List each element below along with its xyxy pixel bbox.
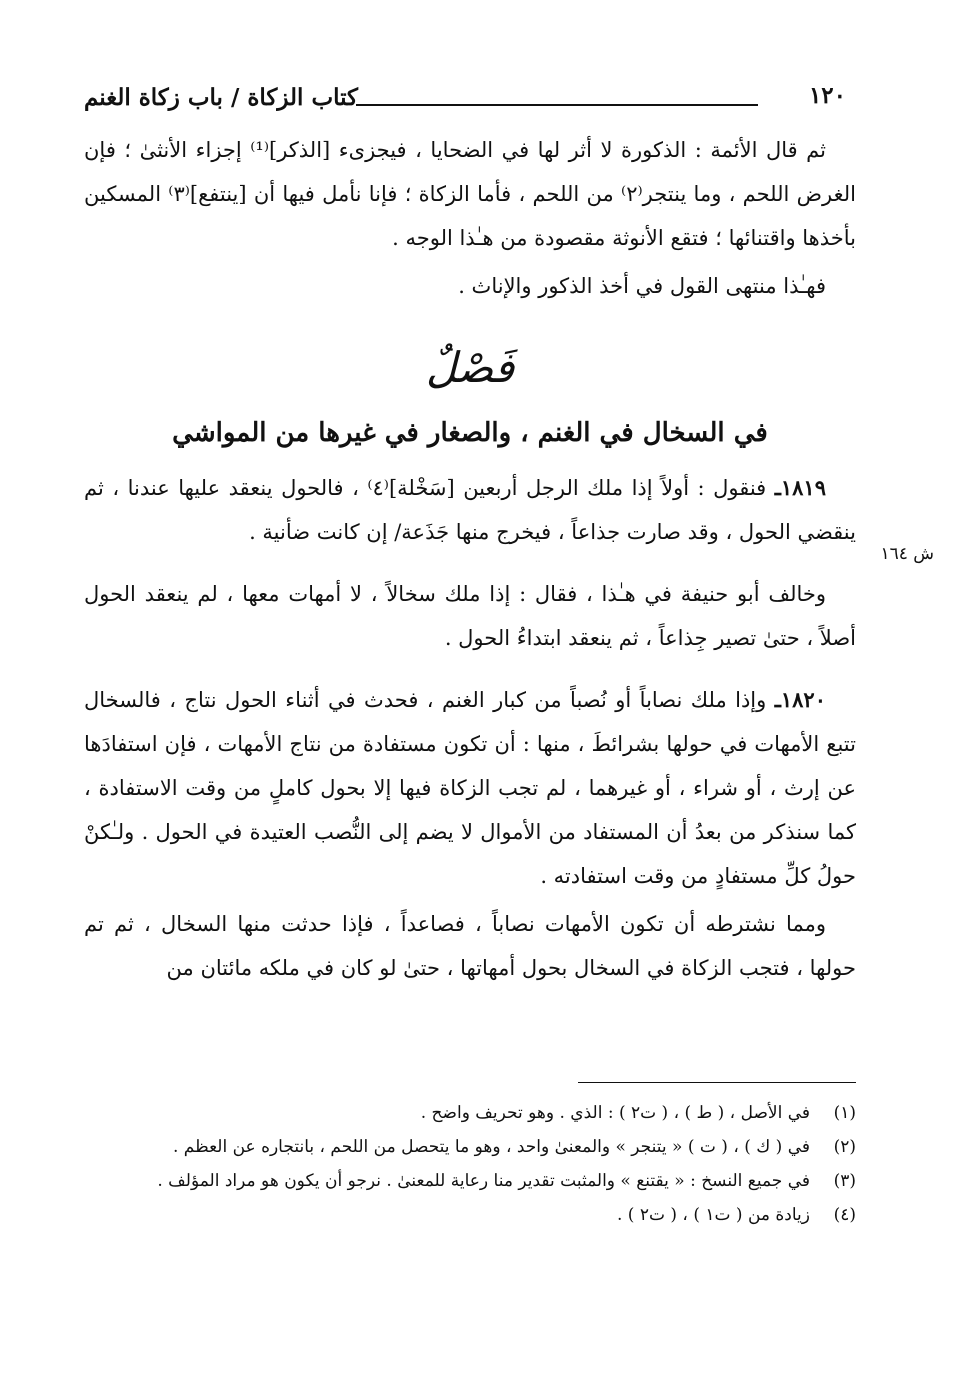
section-ornament: فَصْلٌ	[425, 343, 515, 392]
footnotes	[84, 1096, 856, 1232]
footnote-text: زيادة من ( ت١ ) ، ( ت٢ ) .	[617, 1205, 810, 1225]
footnote	[84, 1130, 856, 1164]
header-rule	[356, 104, 758, 106]
paragraph-text: وإذا ملك نصاباً أو نُصباً من كبار الغنم ، فحدث في أثناء الحول نتاج ، فالسخال تتبع الأمهات في حولها بشرائطَ ، منها : أن تكون مستفادة من نتاج الأمهات ، فإن استفادَها عن إرث ، أو شراء ، أو غيرهما ، لم تجب الزكاة فيها إلا بحول كاملٍ من وقت الاستفادة ، كما سنذكر من بعدُ أن المستفاد من الأموال لا يضم إلى النُّصب العتيدة في الحول . ولـٰكنْ حولُ كلِّ مستفادٍ من وقت استفادته .	[84, 688, 856, 888]
page-number: ١٢٠	[808, 82, 846, 109]
footnote-text: في ( ك ) ، ( ت ) « يتنجر » والمعنىٰ واحد ، وهو ما يتحصل من اللحم ، بانتجاره عن العظم .	[173, 1137, 810, 1157]
section-title: في السخال في الغنم ، والصغار في غيرها من المواشي	[172, 418, 768, 448]
margin-folio-note: ش ١٦٤	[880, 544, 934, 564]
running-title: كتاب الزكاة / باب زكاة الغنم	[84, 84, 359, 111]
footnote-number: (٢)	[833, 1137, 856, 1157]
footnote	[84, 1164, 856, 1198]
footnote	[84, 1096, 856, 1130]
footnote-text: في جميع النسخ : « يقتنع » والمثبت تقدير منا رعاية للمعنىٰ . نرجو أن يكون هو مراد المؤلف .	[157, 1171, 810, 1191]
paragraph-number: ١٨٢٠ـ	[774, 687, 826, 712]
paragraph-1819	[84, 466, 856, 554]
paragraph: ثم قال الأئمة : الذكورة لا أثر لها في الضحايا ، فيجزىء [الذكر]⁽¹⁾ إجزاء الأنثىٰ ؛ فإن الغرض اللحم ، وما ينتجر⁽٢⁾ من اللحم ، فأما الزكاة ؛ فإنا نأمل فيها أن [ينتفع]⁽٣⁾ المسكين بأخذها واقتنائها ؛ فتقع الأنوثة مقصودة من هـٰذا الوجه .	[84, 138, 856, 250]
paragraph: وخالف أبو حنيفة في هـٰذا ، فقال : إذا ملك سخالاً ، لا أمهات معها ، لم ينعقد الحول أصلاً ، حتىٰ تصير جِذاعاً ، ثم ينعقد ابتداءُ الحول .	[84, 582, 856, 650]
footnote-rule	[578, 1082, 856, 1083]
paragraph-1820	[84, 678, 856, 898]
footnote	[84, 1198, 856, 1232]
paragraph-text: فنقول : أولاً إذا ملك الرجل أربعين [سَخْلة]⁽٤⁾ ، فالحول ينعقد عليها عندنا ، ثم ينقضي الحول ، وقد صارت جذاعاً ، فيخرج منها جَذَعة/ إن كانت ضأنية .	[84, 476, 856, 544]
footnote-number: (١)	[833, 1103, 856, 1123]
paragraph-number: ١٨١٩ـ	[774, 475, 826, 500]
paragraph: ومما نشترطه أن تكون الأمهات نصاباً ، فصاعداً ، فإذا حدثت منها السخال ، ثم تم حولها ، فتجب الزكاة في السخال بحول أمهاتها ، حتىٰ لو كان في ملكه مائتان من	[84, 912, 856, 980]
footnote-text: في الأصل ، ( ط ) ، ( ت٢ ) : الذي . وهو تحريف واضح .	[420, 1103, 810, 1123]
paragraph: فهـٰذا منتهى القول في أخذ الذكور والإناث .	[458, 274, 826, 298]
footnote-number: (٤)	[833, 1205, 856, 1225]
page-header	[84, 82, 856, 116]
main-text	[84, 128, 856, 990]
footnote-number: (٣)	[833, 1171, 856, 1191]
